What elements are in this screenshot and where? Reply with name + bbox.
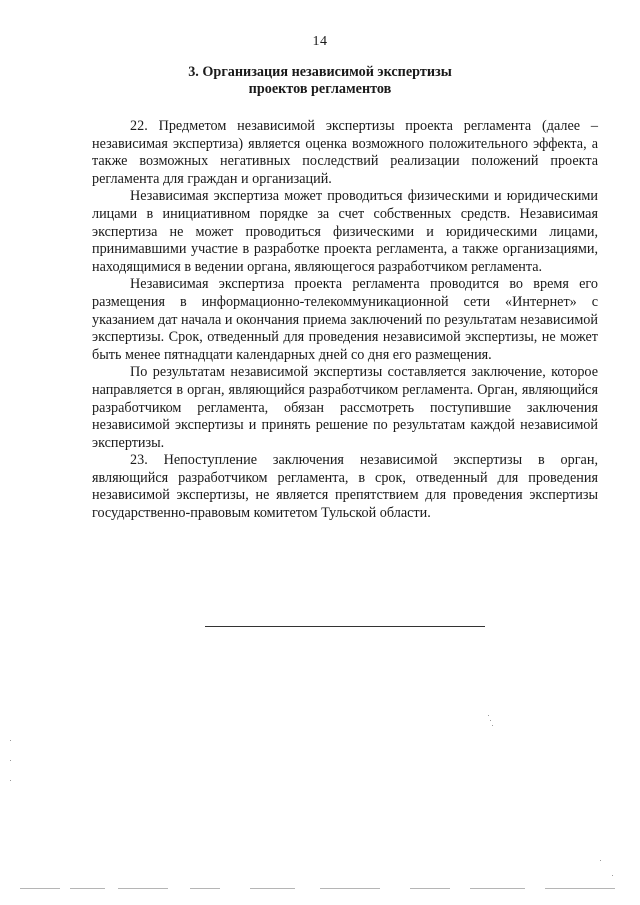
- paragraph-22-subject: 22. Предметом независимой экспертизы проекта регламента (далее – независимая экспертиза) является оценка возможного положительного эффекта, а также возможных негативных последствий реализации положений проекта регламента для граждан и организаций.: [92, 118, 598, 187]
- section-heading: [0, 64, 640, 98]
- paragraph-who-may-conduct: Независимая экспертиза может проводиться физическими и юридическими лицами в инициативном порядке за счет собственных средств. Независимая экспертиза не может проводиться физическими и юридическими лицами, принимавшими участие в разработке проекта регламента, а также организациями, находящимися в ведении органа, являющегося разработчиком регламента.: [92, 188, 598, 275]
- closing-rule: [205, 626, 485, 627]
- section-heading-line-1: 3. Организация независимой экспертизы: [188, 64, 452, 80]
- paragraph-conclusion: По результатам независимой экспертизы составляется заключение, которое направляется в орган, являющийся разработчиком регламента. Орган, являющийся разработчиком регламента, обязан рассмотреть поступившие заключения независимой экспертизы и принять решение по результатам каждой независимой экспертизы.: [92, 364, 598, 451]
- paragraph-timing: Независимая экспертиза проекта регламента проводится во время его размещения в информационно-телекоммуникационной сети «Интернет» с указанием дат начала и окончания приема заключений по результатам независимой экспертизы. Срок, отведенный для проведения независимой экспертизы, не может быть менее пятнадцати календарных дней со дня его размещения.: [92, 276, 598, 363]
- section-heading-line-2: проектов регламентов: [248, 81, 392, 97]
- page-number: 14: [312, 34, 328, 49]
- document-body: [92, 118, 598, 523]
- paragraph-23-non-receipt: 23. Непоступление заключения независимой экспертизы в орган, являющийся разработчиком регламента, в срок, отведенный для проведения независимой экспертизы, не является препятствием для проведения экспертизы государственно-правовым комитетом Тульской области.: [92, 452, 598, 522]
